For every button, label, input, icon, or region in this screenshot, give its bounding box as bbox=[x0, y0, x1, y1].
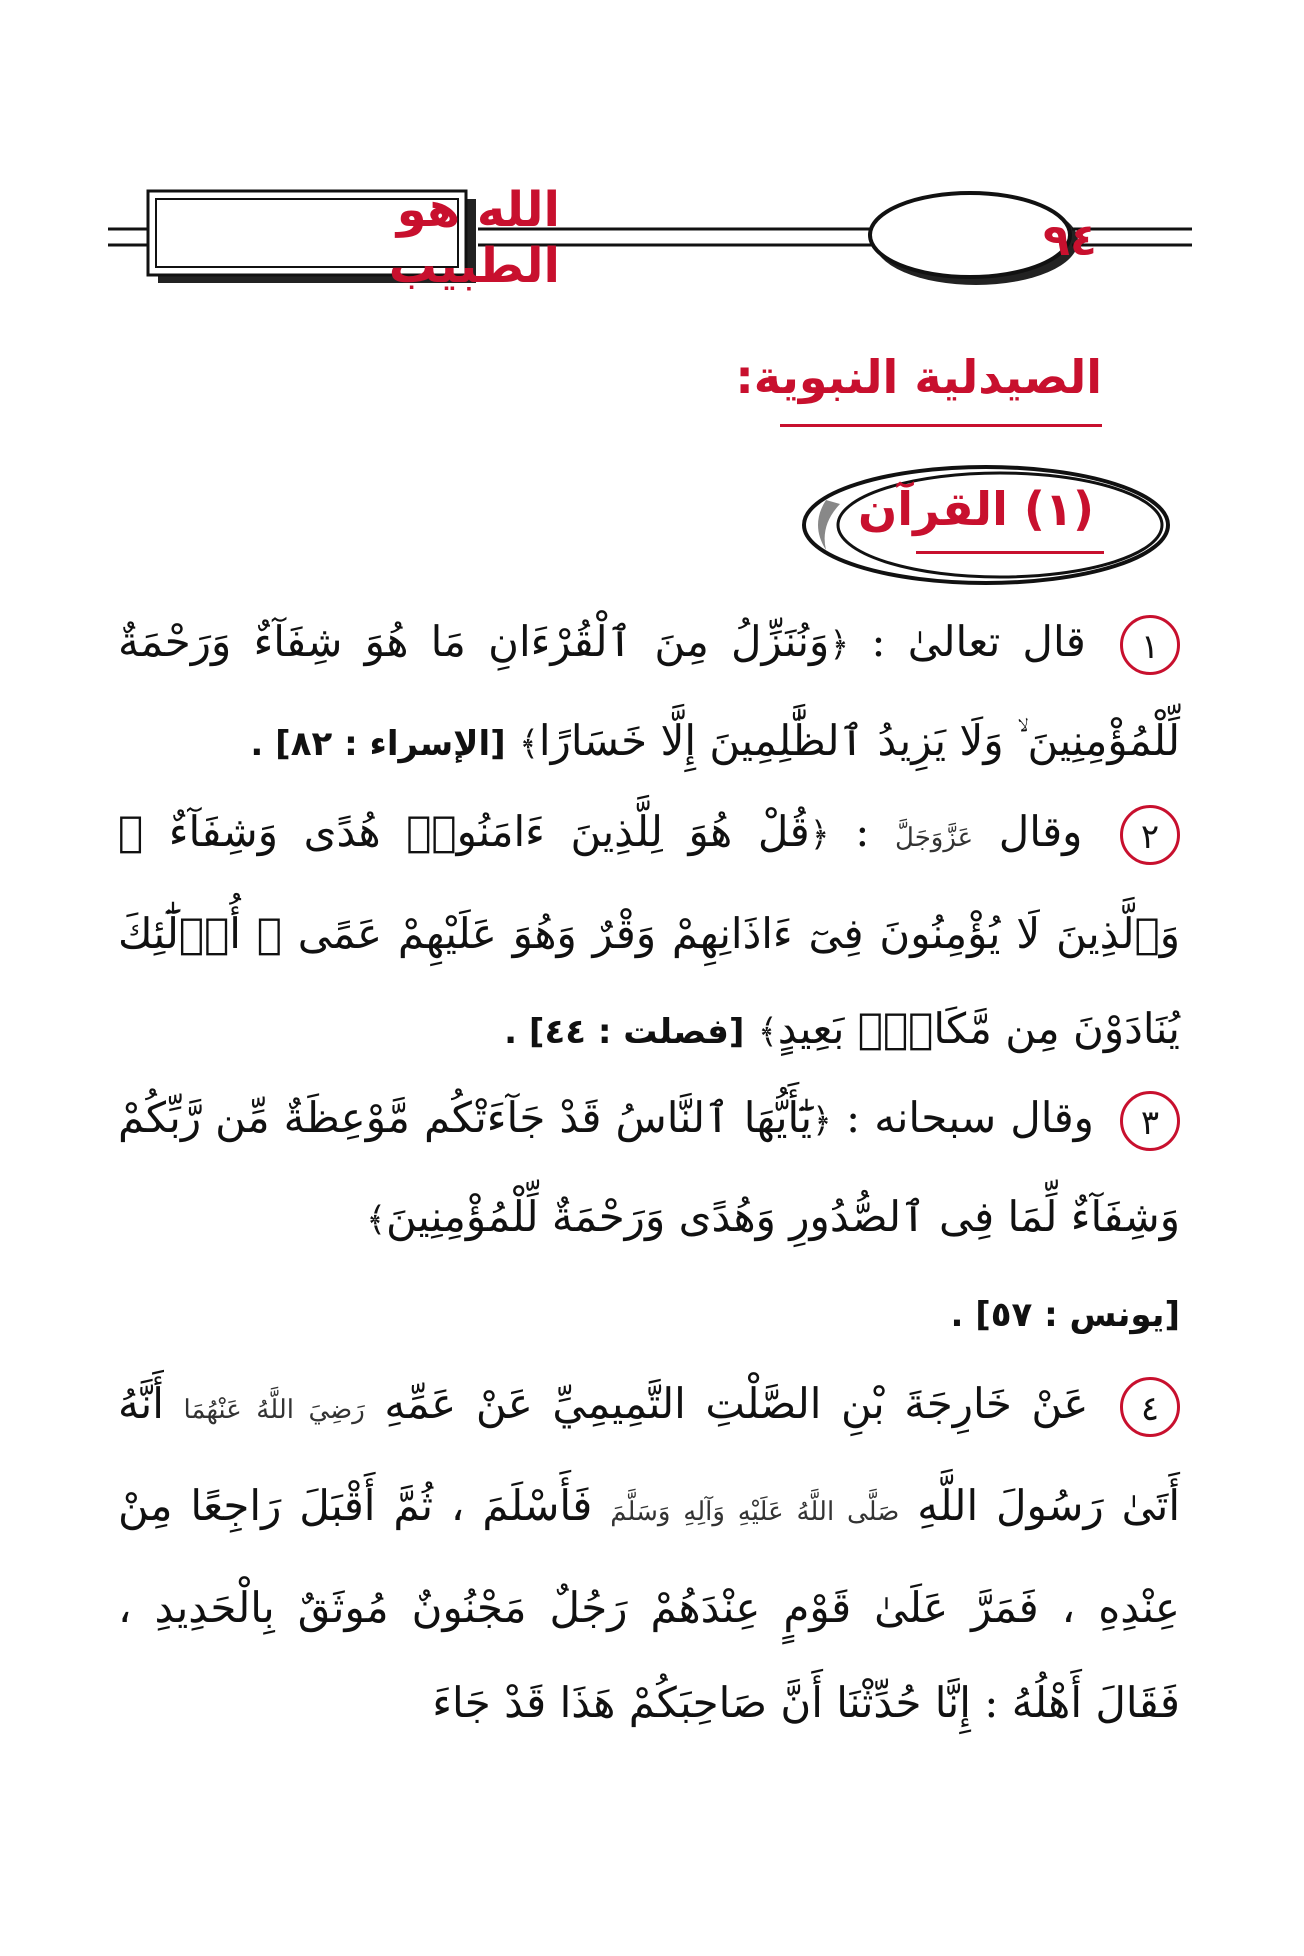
hadith-text: فَأَسْلَمَ ، ثُمَّ أَقْبَلَ رَاجِعًا مِنْ عِنْدِهِ ، فَمَرَّ عَلَىٰ قَوْمٍ عِنْدَهُمْ رَجُلٌ مَجْنُونٌ مُوثَقٌ بِالْحَدِيدِ ، فَقَالَ أَهْلُهُ : إِنَّا حُدِّثْنَا أَنَّ صَاحِبَكُمْ هَذَا قَدْ جَاءَ bbox=[118, 1481, 1180, 1727]
quran-bracket-close: ﴾ bbox=[366, 1200, 387, 1240]
paragraph-number: ٢ bbox=[1120, 805, 1180, 865]
quran-bracket-close: ﴾ bbox=[519, 724, 539, 764]
intro-text: وقال سبحانه : bbox=[846, 1093, 1094, 1142]
quran-bracket-close: ﴾ bbox=[757, 1012, 778, 1052]
quran-bracket-open: ﴿ bbox=[809, 815, 830, 855]
page-number: ٩٤ bbox=[1043, 214, 1097, 266]
subtitle-underline bbox=[916, 551, 1104, 554]
paragraph-4 bbox=[118, 1356, 1180, 1750]
hadith-text: أَنَّهُ أَتَىٰ رَسُولَ اللَّهِ bbox=[118, 1379, 1180, 1530]
paragraph-2 bbox=[118, 784, 1180, 1080]
page-header bbox=[100, 182, 1200, 295]
paragraph-1 bbox=[118, 594, 1180, 792]
paragraph-3 bbox=[118, 1070, 1180, 1363]
honorific: رَضِيَ اللَّهُ عَنْهُمَا bbox=[183, 1395, 365, 1425]
section-underline bbox=[780, 424, 1102, 427]
quran-bracket-open: ﴿ bbox=[812, 1101, 832, 1141]
section-title: الصيدلية النبوية: bbox=[735, 350, 1102, 404]
quran-verse: يَٰٓأَيُّهَا ٱلنَّاسُ قَدْ جَآءَتْكُم مَّوْعِظَةٌ مِّن رَّبِّكُمْ وَشِفَآءٌ لِّمَا فِى ٱلصُّدُورِ وَهُدًى وَرَحْمَةٌ لِّلْمُؤْمِنِينَ bbox=[118, 1093, 1180, 1241]
verse-reference: [الإسراء : ٨٢] . bbox=[250, 724, 506, 764]
quran-bracket-open: ﴿ bbox=[829, 625, 850, 665]
honorific: عَزَّوَجَلَّ bbox=[895, 823, 974, 853]
subtitle: (١) القرآن bbox=[858, 482, 1094, 536]
verse-reference: [فصلت : ٤٤] . bbox=[504, 1012, 745, 1052]
paragraph-number: ١ bbox=[1120, 615, 1180, 675]
paragraph-number: ٣ bbox=[1120, 1091, 1180, 1151]
quran-verse: قُلْ هُوَ لِلَّذِينَ ءَامَنُوا۟ هُدًى وَشِفَآءٌ ۖ وَٱلَّذِينَ لَا يُؤْمِنُونَ فِىٓ ءَاذَانِهِمْ وَقْرٌ وَهُوَ عَلَيْهِمْ عَمًى ۚ أُو۟لَٰٓئِكَ يُنَادَوْنَ مِن مَّكَانٍۭ بَعِيدٍ bbox=[118, 807, 1181, 1053]
intro-text: قال تعالىٰ : bbox=[871, 617, 1086, 666]
paragraph-number: ٤ bbox=[1120, 1377, 1180, 1437]
verse-reference: [يونس : ٥٧] . bbox=[950, 1295, 1180, 1335]
running-title: الله هو الطبيب bbox=[388, 182, 560, 294]
hadith-text: عَنْ خَارِجَةَ بْنِ الصَّلْتِ التَّمِيمِيِّ عَنْ عَمِّهِ bbox=[384, 1379, 1089, 1428]
honorific: صَلَّى اللَّهُ عَلَيْهِ وَآلِهِ وَسَلَّمَ bbox=[610, 1497, 900, 1527]
quran-verse: وَنُنَزِّلُ مِنَ ٱلْقُرْءَانِ مَا هُوَ شِفَآءٌ وَرَحْمَةٌ لِّلْمُؤْمِنِينَ ۙ وَلَا يَزِيدُ ٱلظَّٰلِمِينَ إِلَّا خَسَارًا bbox=[118, 617, 1180, 765]
colon: : bbox=[855, 807, 870, 856]
intro-text: وقال bbox=[998, 807, 1083, 856]
